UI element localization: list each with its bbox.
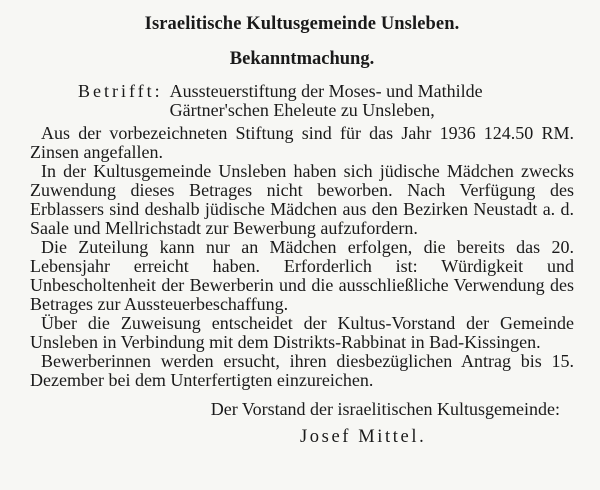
paragraph-applicants: In der Kultusgemeinde Unsleben haben sich jüdische Mädchen zwecks Zuwendung dieses Betrages nicht beworben. Nach Verfügung des Erblassers sind deshalb jüdische Mädchen aus den Bezirken Neustadt a. d. Saale und Mellrichstadt zur Bewerbung aufzufordern. <box>30 161 574 238</box>
paragraph-eligibility: Die Zuteilung kann nur an Mädchen erfolgen, die bereits das 20. Lebensjahr erreicht haben. Erforderlich ist: Würdigkeit und Unbescholtenheit der Bewerberin und die ausschließliche Verwendung des Betrages zur Aussteuerbeschaffung. <box>30 237 574 314</box>
subject-label: Betrifft: <box>78 81 163 101</box>
closing-line: Der Vorstand der israelitischen Kultusgemeinde: <box>210 399 560 419</box>
paragraph-interest: Aus der vorbezeichneten Stiftung sind für das Jahr 1936 124.50 RM. Zinsen angefallen. <box>30 123 574 162</box>
notice-heading: Bekanntmachung. <box>229 49 375 69</box>
subject-text: Aussteuerstiftung der Moses- und Mathilde Gärtner'schen Eheleute zu Unsleben, <box>169 81 483 120</box>
paragraph-decision: Über die Zuweisung entscheidet der Kultus-Vorstand der Gemeinde Unsleben in Verbindung mit dem Distrikts-Rabbinat in Bad-Kissingen. <box>30 313 574 352</box>
paragraph-deadline: Bewerberinnen werden ersucht, ihren diesbezüglichen Antrag bis 15. Dezember bei dem Unterfertigten einzureichen. <box>30 351 574 390</box>
subject-line <box>78 82 574 120</box>
organization-title: Israelitische Kultusgemeinde Unsleben. <box>144 14 460 34</box>
signature: Josef Mittel. <box>300 427 427 447</box>
